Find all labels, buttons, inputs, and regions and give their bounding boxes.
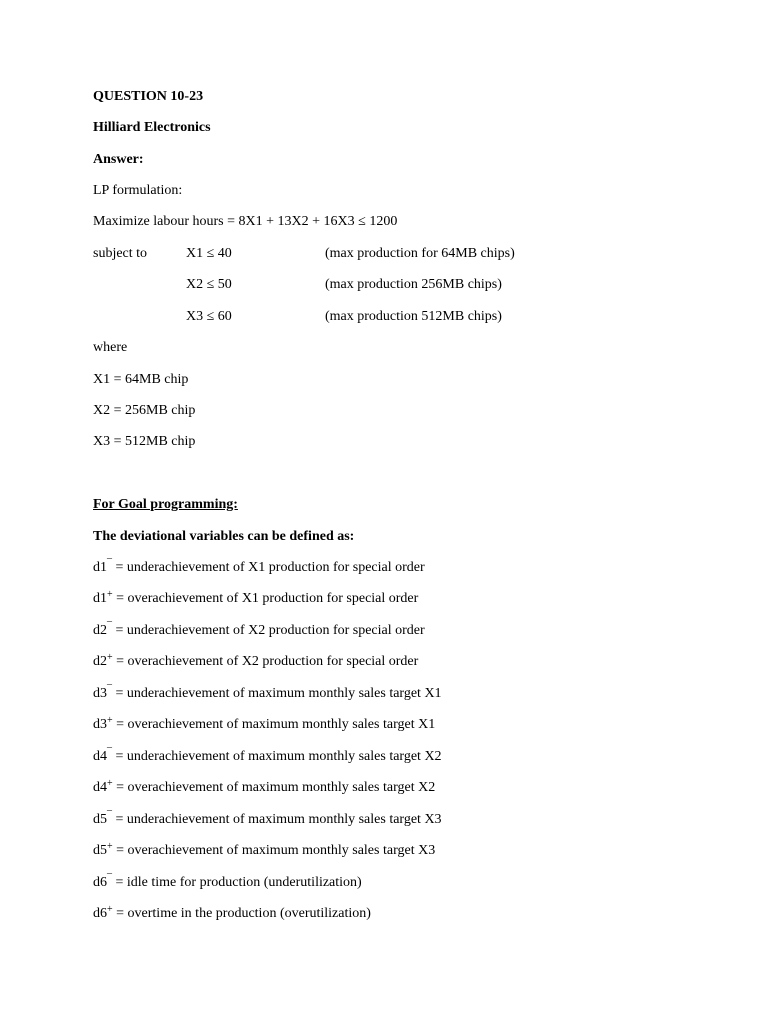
constraint-expression: X2 ≤ 50 (186, 277, 232, 292)
constraint-note: (max production for 64MB chips) (325, 246, 515, 261)
deviation-variable: d1 (93, 560, 107, 575)
deviation-variable: d1 (93, 591, 107, 606)
deviation-sign: + (107, 904, 113, 915)
deviation-line (93, 590, 418, 608)
deviation-variable: d3 (93, 717, 107, 732)
deviation-description: = idle time for production (underutilization) (112, 875, 362, 890)
deviation-variable: d2 (93, 623, 107, 638)
deviation-variable: d5 (93, 812, 107, 827)
company-name: Hilliard Electronics (93, 120, 211, 135)
constraint-note: (max production 512MB chips) (325, 309, 502, 324)
deviation-sign: + (107, 841, 113, 852)
deviational-variables-heading: The deviational variables can be defined as: (93, 529, 355, 544)
deviation-sign: ¯ (107, 684, 112, 695)
variable-definition: X2 = 256MB chip (93, 403, 196, 418)
deviation-variable: d4 (93, 780, 107, 795)
deviation-sign: ¯ (107, 747, 112, 758)
lp-formulation-label: LP formulation: (93, 183, 183, 198)
deviation-sign: + (107, 778, 113, 789)
deviation-description: = overachievement of maximum monthly sales target X1 (112, 717, 436, 732)
deviation-sign: ¯ (107, 873, 112, 884)
deviation-description: = overachievement of maximum monthly sales target X3 (112, 843, 436, 858)
deviation-sign: ¯ (107, 621, 112, 632)
deviation-line (93, 653, 418, 671)
deviation-sign: ¯ (107, 810, 112, 821)
deviation-description: = overachievement of X2 production for special order (112, 654, 419, 669)
deviation-sign: + (107, 715, 113, 726)
deviation-line (93, 622, 425, 640)
deviation-line (93, 842, 435, 860)
where-label: where (93, 340, 128, 355)
deviation-description: = underachievement of maximum monthly sales target X2 (112, 749, 442, 764)
deviation-description: = underachievement of maximum monthly sales target X1 (112, 686, 442, 701)
constraint-row (93, 276, 693, 294)
deviation-description: = overachievement of maximum monthly sales target X2 (112, 780, 436, 795)
constraint-row (93, 245, 693, 263)
deviation-line (93, 811, 442, 829)
deviation-description: = overachievement of X1 production for special order (112, 591, 419, 606)
constraint-row (93, 308, 693, 326)
deviation-line (93, 874, 362, 892)
variable-definition: X1 = 64MB chip (93, 372, 189, 387)
constraint-note: (max production 256MB chips) (325, 277, 502, 292)
deviation-description: = underachievement of maximum monthly sales target X3 (112, 812, 442, 827)
objective-function: Maximize labour hours = 8X1 + 13X2 + 16X3 ≤ 1200 (93, 214, 398, 229)
constraint-expression: X1 ≤ 40 (186, 246, 232, 261)
deviation-line (93, 779, 435, 797)
deviation-sign: ¯ (107, 558, 112, 569)
goal-programming-heading: For Goal programming: (93, 497, 238, 512)
deviation-sign: + (107, 652, 113, 663)
deviation-line (93, 685, 442, 703)
deviation-variable: d5 (93, 843, 107, 858)
deviation-line (93, 716, 435, 734)
variable-definition: X3 = 512MB chip (93, 434, 196, 449)
deviation-line (93, 748, 442, 766)
deviation-description: = overtime in the production (overutilization) (112, 906, 371, 921)
deviation-description: = underachievement of X1 production for special order (112, 560, 425, 575)
constraint-expression: X3 ≤ 60 (186, 309, 232, 324)
deviation-variable: d2 (93, 654, 107, 669)
deviation-variable: d4 (93, 749, 107, 764)
deviation-variable: d6 (93, 906, 107, 921)
deviation-variable: d6 (93, 875, 107, 890)
deviation-line (93, 559, 425, 577)
deviation-variable: d3 (93, 686, 107, 701)
subject-to-label: subject to (93, 246, 148, 261)
question-title: QUESTION 10-23 (93, 89, 204, 104)
answer-label: Answer: (93, 152, 144, 167)
deviation-description: = underachievement of X2 production for special order (112, 623, 425, 638)
deviation-sign: + (107, 589, 113, 600)
deviation-line (93, 905, 371, 923)
